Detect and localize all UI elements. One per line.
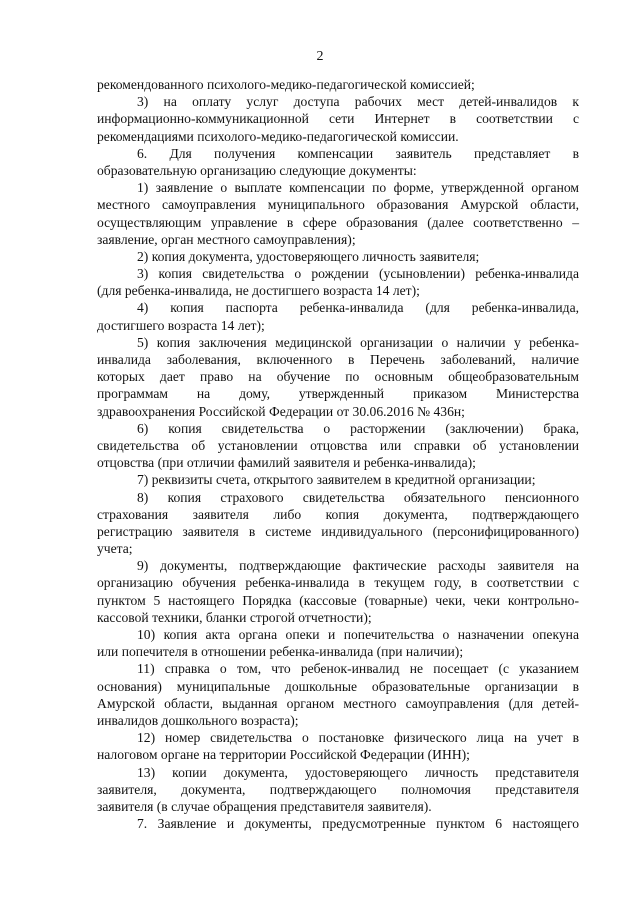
- text-line: 9) документы, подтверждающие фактические расходы заявителя на: [137, 558, 579, 574]
- text-line: 5) копия заключения медицинской организации о наличии у ребенка-: [137, 334, 579, 350]
- text-line: 11) справка о том, что ребенок-инвалид не посещает (с указанием: [137, 661, 579, 677]
- text-line: 3) копия свидетельства о рождении (усыновлении) ребенка-инвалида: [137, 266, 579, 282]
- text-line: 3) на оплату услуг доступа рабочих мест детей-инвалидов к: [137, 94, 579, 110]
- text-line: отцовства (при отличии фамилий заявителя и ребенка-инвалида);: [97, 455, 476, 471]
- text-line: рекомендованного психолого-медико-педагогической комиссией;: [97, 77, 475, 92]
- text-line: рекомендациями психолого-медико-педагогической комиссии.: [97, 128, 459, 144]
- text-line: страхования заявителя либо копия документа, подтверждающего: [97, 506, 579, 522]
- text-line: 8) копия страхового свидетельства обязательного пенсионного: [137, 489, 579, 505]
- text-line: здравоохранения Российской Федерации от 30.06.2016 № 436н;: [97, 403, 465, 419]
- text-line: информационно-коммуникационной сети Интернет в соответствии с: [97, 111, 579, 127]
- text-line: 10) копия акта органа опеки и попечительства о назначении опекуна: [137, 627, 579, 642]
- text-line: заявителя, документа, подтверждающего полномочия представителя: [97, 781, 579, 797]
- text-line: местного самоуправления муниципального образования Амурской области,: [97, 197, 579, 213]
- text-line: заявителя (в случае обращения представителя заявителя).: [97, 798, 432, 814]
- text-line: которых дает право на обучение по основным общеобразовательным: [97, 369, 579, 385]
- text-line: программам на дому, утвержденный приказом Министерства: [97, 386, 579, 402]
- text-line: 4) копия паспорта ребенка-инвалида (для ребенка-инвалида,: [137, 300, 579, 316]
- text-line: достигшего возраста 14 лет);: [97, 317, 265, 333]
- text-line: Амурской области, выданная органом местного самоуправления (для детей-: [97, 695, 579, 711]
- text-line: пунктом 5 настоящего Порядка (кассовые (товарные) чеки, чеки контрольно-: [97, 592, 579, 608]
- text-line: 2) копия документа, удостоверяющего личность заявителя;: [137, 248, 480, 264]
- text-line: (для ребенка-инвалида, не достигшего возраста 14 лет);: [97, 283, 420, 299]
- text-line: 7) реквизиты счета, открытого заявителем в кредитной организации;: [137, 472, 536, 488]
- text-line: 13) копии документа, удостоверяющего личность представителя: [137, 764, 579, 780]
- text-line: регистрацию заявителя в системе индивидуального (персонифицированного): [97, 523, 579, 539]
- text-line: или попечителя в отношении ребенка-инвалида (при наличии);: [97, 644, 464, 660]
- text-line: налоговом органе на территории Российской Федерации (ИНН);: [97, 747, 470, 763]
- text-line: учета;: [97, 541, 133, 557]
- text-line: 12) номер свидетельства о постановке физического лица на учет в: [137, 730, 579, 746]
- text-line: 6) копия свидетельства о расторжении (заключении) брака,: [137, 420, 579, 436]
- text-line: 6. Для получения компенсации заявитель представляет в: [137, 145, 579, 161]
- text-line: 1) заявление о выплате компенсации по форме, утвержденной органом: [137, 180, 579, 196]
- document-body: [97, 76, 579, 832]
- page-number: 2: [316, 49, 324, 64]
- text-line: образовательную организацию следующие документы:: [97, 162, 417, 178]
- text-line: кассовой техники, бланки строгой отчетности);: [97, 609, 372, 625]
- text-line: основания) муниципальные дошкольные образовательные организации в: [97, 678, 579, 694]
- text-line: инвалидов дошкольного возраста);: [97, 712, 299, 728]
- text-line: свидетельства об установлении отцовства или справки об установлении: [97, 437, 579, 453]
- text-line: заявление, орган местного самоуправления);: [97, 231, 356, 247]
- text-line: организацию обучения ребенка-инвалида в текущем году, в соответствии с: [97, 575, 579, 591]
- text-line: инвалида заболевания, включенного в Перечень заболеваний, наличие: [97, 352, 579, 367]
- text-line: 7. Заявление и документы, предусмотренные пунктом 6 настоящего: [137, 816, 579, 832]
- text-line: осуществляющим управление в сфере образования (далее соответственно –: [97, 214, 579, 230]
